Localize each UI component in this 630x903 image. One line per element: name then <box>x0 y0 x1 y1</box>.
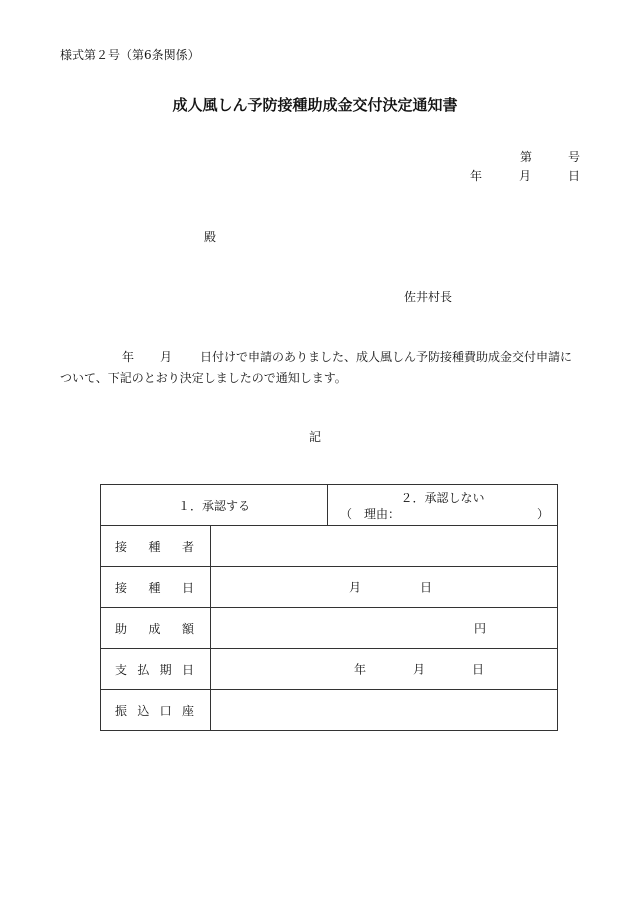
label-char: 助 <box>115 621 128 636</box>
issue-date-year: 年 <box>470 169 483 183</box>
label-char: 額 <box>181 621 194 636</box>
label-char: 接 <box>115 580 128 595</box>
body-line-1 <box>122 348 572 365</box>
payment-month-unit: 月 <box>413 662 426 677</box>
value-account[interactable] <box>211 690 558 731</box>
amount-yen-unit: 円 <box>474 621 487 636</box>
table-row <box>101 567 558 608</box>
label-char: 振 <box>115 703 128 718</box>
vaccination-day-unit: 日 <box>420 580 433 595</box>
form-number: 様式第２号（第6条関係） <box>60 48 200 62</box>
label-char: 期 <box>159 662 172 677</box>
decision-options-row <box>101 485 558 526</box>
issuer-name: 佐井村長 <box>404 290 453 304</box>
table-row <box>101 526 558 567</box>
payment-day-unit: 日 <box>472 662 485 677</box>
label-account <box>101 690 211 731</box>
issue-date-day: 日 <box>568 169 581 183</box>
value-amount[interactable] <box>211 608 558 649</box>
label-char: 者 <box>181 539 194 554</box>
document-title: 成人風しん予防接種助成金交付決定通知書 <box>172 96 458 114</box>
label-char: 込 <box>137 703 150 718</box>
body-line-2: ついて、下記のとおり決定しましたので通知します。 <box>60 371 347 385</box>
reason-open: （ 理由： <box>340 507 401 521</box>
value-vaccination-date[interactable] <box>211 567 558 608</box>
label-vaccination-date <box>101 567 211 608</box>
label-payment-date <box>101 649 211 690</box>
label-recipient <box>101 526 211 567</box>
table-row <box>101 608 558 649</box>
ki-heading: 記 <box>308 430 321 444</box>
body-line-1-text: 日付けで申請のありました、成人風しん予防接種費助成金交付申請に <box>200 350 573 364</box>
label-char: 接 <box>115 539 128 554</box>
label-char: 種 <box>148 580 161 595</box>
value-payment-date[interactable] <box>211 649 558 690</box>
table-row <box>101 690 558 731</box>
payment-year-unit: 年 <box>354 662 367 677</box>
table-row <box>101 649 558 690</box>
body-date-year: 年 <box>122 350 135 364</box>
doc-number-go: 号 <box>568 150 581 164</box>
label-char: 種 <box>148 539 161 554</box>
option-reject-label: ２．承認しない <box>400 491 485 505</box>
recipient-honorific: 殿 <box>204 230 217 244</box>
option-approve[interactable]: １．承認する <box>101 485 328 526</box>
option-reject[interactable] <box>328 485 558 526</box>
label-char: 支 <box>115 662 128 677</box>
doc-number-dai: 第 <box>520 150 533 164</box>
label-char: 成 <box>148 621 161 636</box>
value-recipient[interactable] <box>211 526 558 567</box>
label-char: 座 <box>181 703 194 718</box>
issue-date-month: 月 <box>519 169 532 183</box>
reason-close: ） <box>537 507 550 521</box>
label-char: 日 <box>181 662 194 677</box>
label-char: 口 <box>159 703 172 718</box>
vaccination-month-unit: 月 <box>349 580 362 595</box>
decision-table <box>100 484 558 731</box>
label-char: 払 <box>137 662 150 677</box>
label-amount <box>101 608 211 649</box>
body-date-month: 月 <box>160 350 173 364</box>
label-char: 日 <box>181 580 194 595</box>
